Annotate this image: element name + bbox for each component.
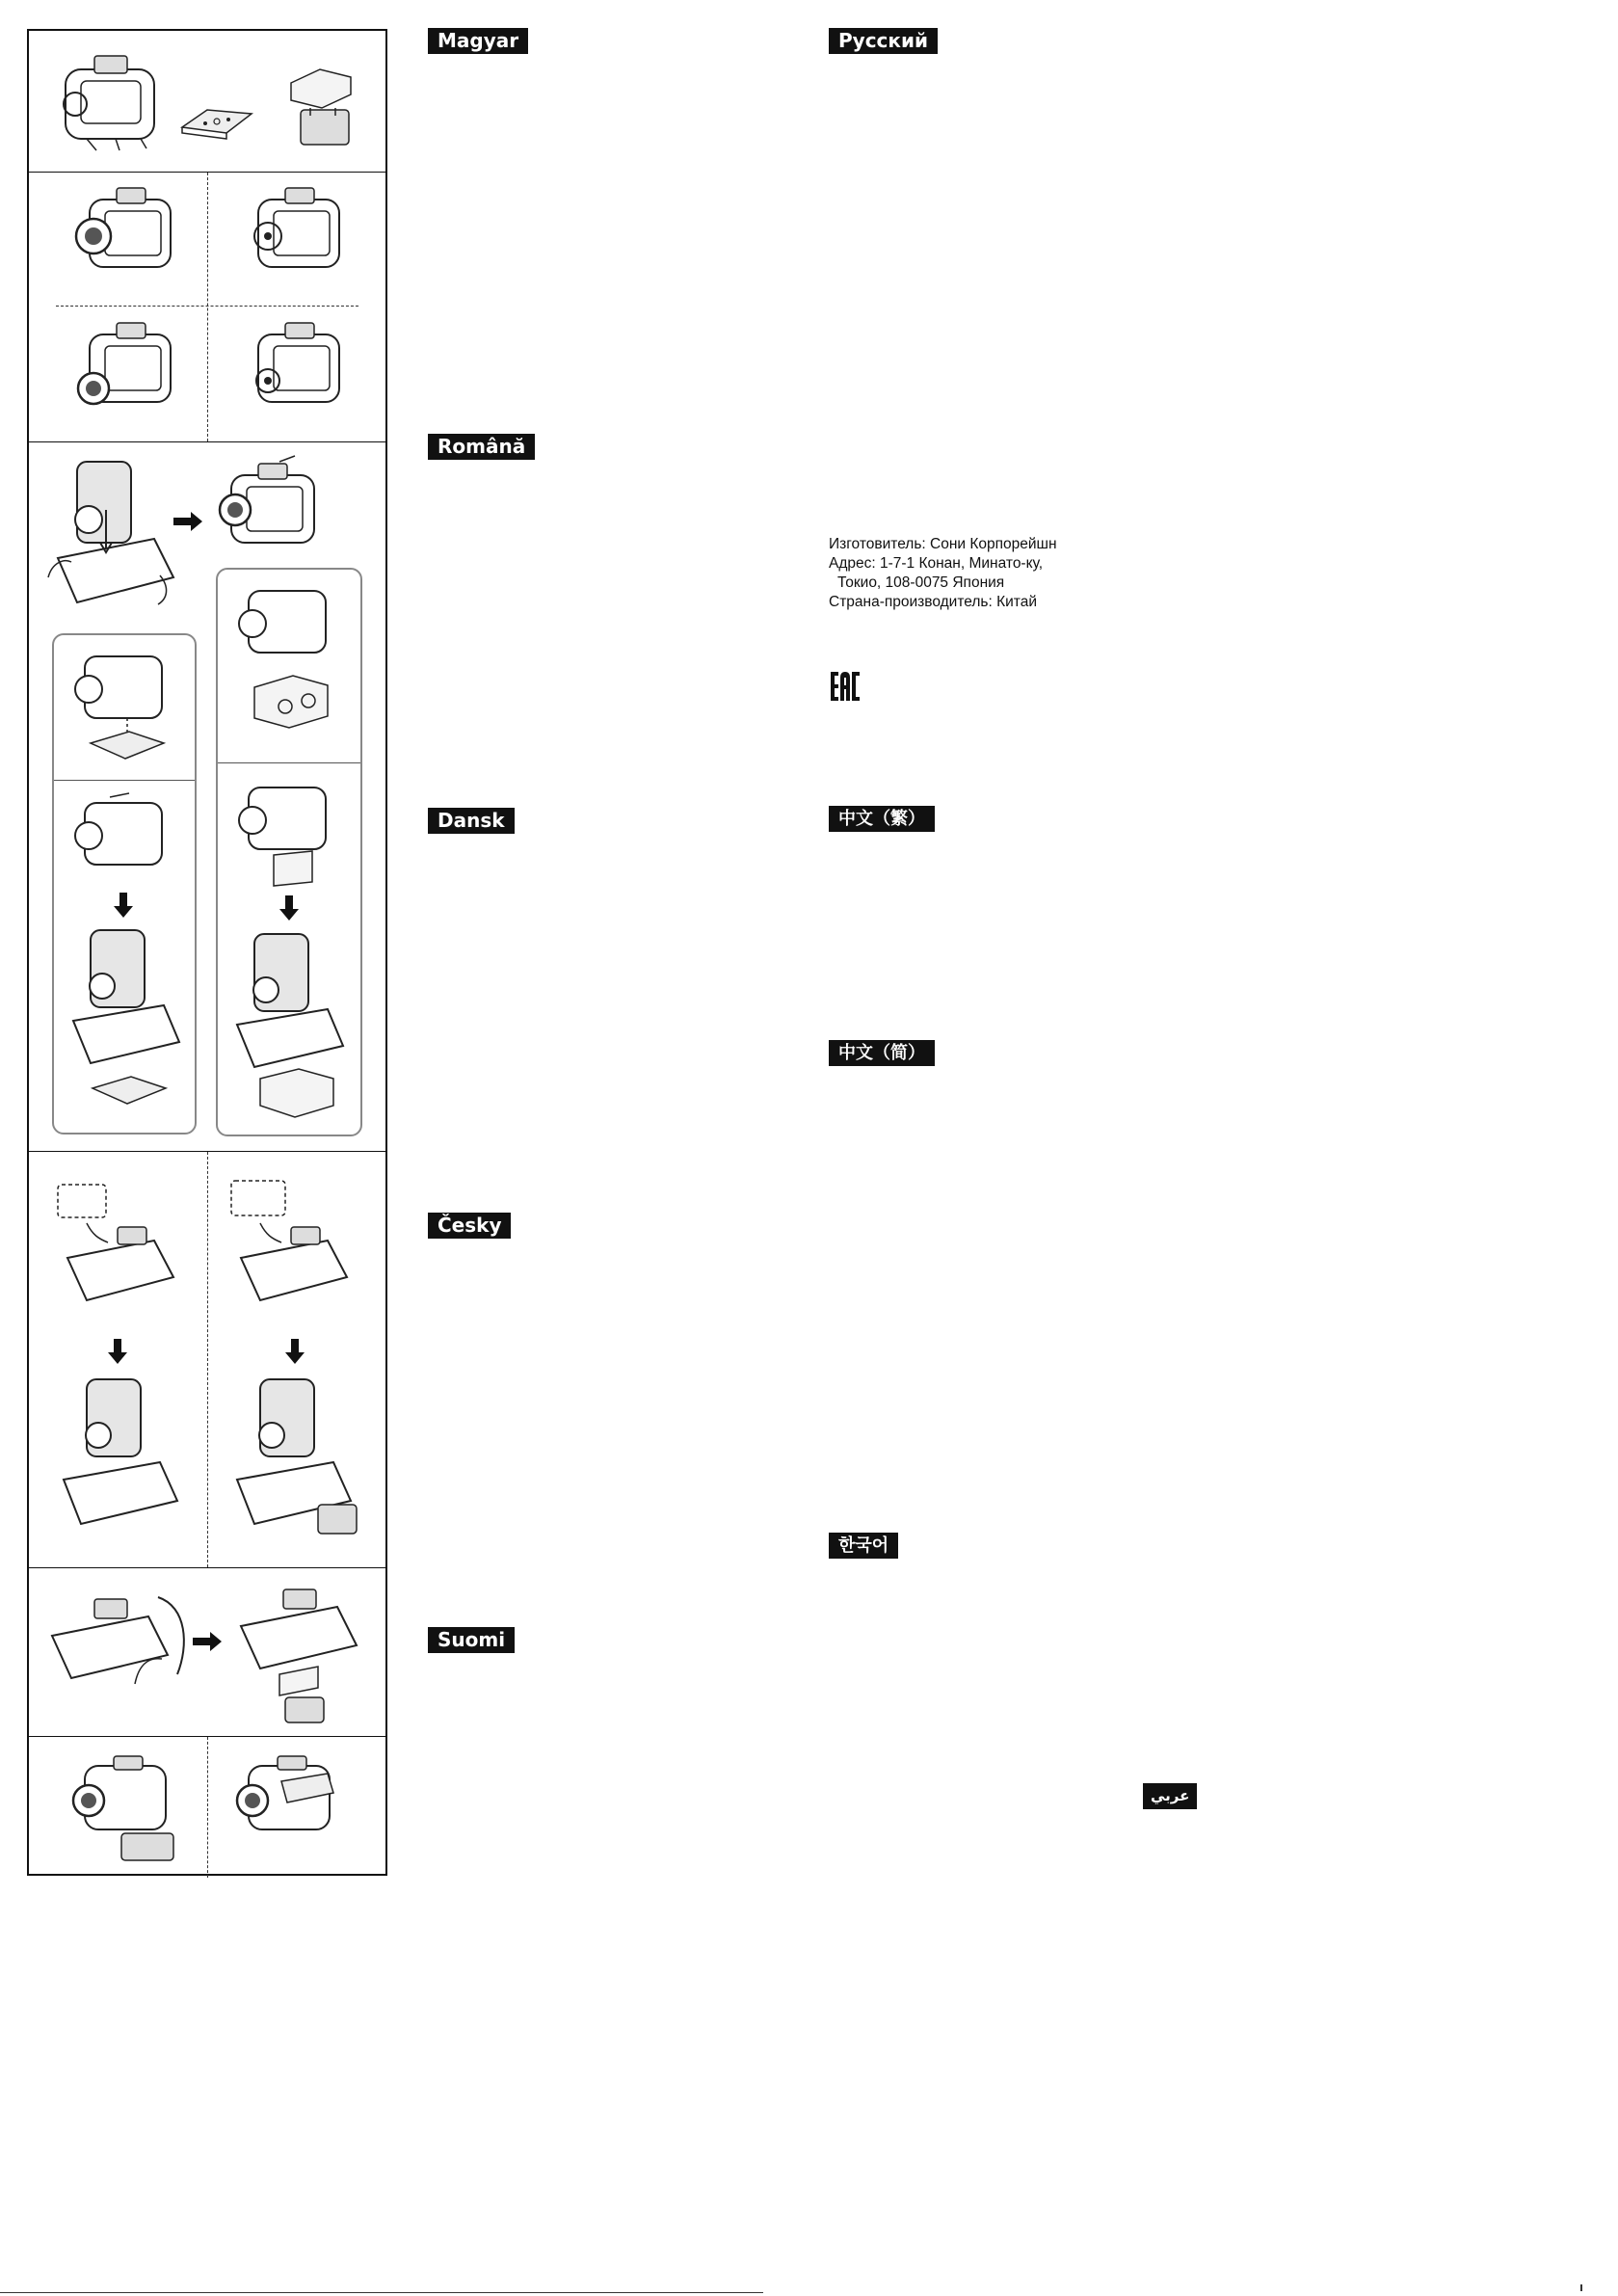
replace-mount-figure [222, 1171, 366, 1325]
mount-buckle-figure [281, 60, 358, 156]
manufacturer-line: Изготовитель: Сони Корпорейшн [829, 536, 1057, 552]
adhesive-mount-figure [178, 98, 255, 147]
insert-camera-figure [222, 1374, 366, 1557]
figure-section-2 [29, 173, 385, 442]
manufacturer-info [829, 535, 1057, 612]
figure-section-6 [29, 1737, 385, 1878]
figure-section-3 [29, 442, 385, 1152]
divider [56, 306, 358, 307]
housing-figure [58, 46, 164, 154]
insert-camera-figure [48, 1374, 193, 1557]
eac-icon [829, 670, 862, 703]
arrow-right-icon [172, 510, 204, 533]
buckle-removed-figure [231, 1578, 376, 1732]
address-line: Токио, 108-0075 Япония [837, 574, 1005, 591]
arrow-down-icon [106, 1337, 129, 1366]
insert-camera-figure [39, 452, 193, 616]
crop-mark [1580, 2284, 1582, 2291]
figure-section-5 [29, 1568, 385, 1737]
camera-in-housing-figure [72, 182, 178, 288]
replace-mount-figure [48, 1171, 193, 1325]
assembled-figure [67, 1752, 183, 1868]
illustration-panel [27, 29, 387, 1876]
address-line: Адрес: 1-7-1 Конан, Минато-ку, [829, 555, 1044, 572]
arrow-right-icon [191, 1630, 224, 1653]
figure-section-1 [29, 31, 385, 173]
assembled-figure [231, 1752, 347, 1868]
language-header-arabic: عربي [1143, 1783, 1197, 1809]
language-header-zh-simplified: 中文（简） [829, 1040, 935, 1066]
divider [207, 173, 208, 441]
language-header-romana: Română [428, 434, 535, 460]
camera-in-housing-figure [241, 317, 347, 423]
language-header-zh-traditional: 中文（繁） [829, 806, 935, 832]
page-rule [0, 2292, 763, 2293]
language-header-magyar: Magyar [428, 28, 528, 54]
camera-in-housing-figure [72, 317, 178, 423]
divider [207, 1737, 208, 1878]
callout-right [216, 568, 362, 1136]
figure-section-4 [29, 1152, 385, 1568]
closed-housing-figure [212, 452, 328, 558]
language-header-cesky: Česky [428, 1213, 511, 1239]
camera-in-housing-figure [241, 182, 347, 288]
language-header-suomi: Suomi [428, 1627, 515, 1653]
open-buckle-figure [42, 1578, 197, 1722]
country-line: Страна-производитель: Китай [829, 594, 1037, 610]
language-header-korean: 한국어 [829, 1533, 898, 1559]
language-header-dansk: Dansk [428, 808, 515, 834]
arrow-down-icon [283, 1337, 306, 1366]
callout-left [52, 633, 197, 1135]
divider [207, 1152, 208, 1567]
language-header-russian: Русский [829, 28, 938, 54]
